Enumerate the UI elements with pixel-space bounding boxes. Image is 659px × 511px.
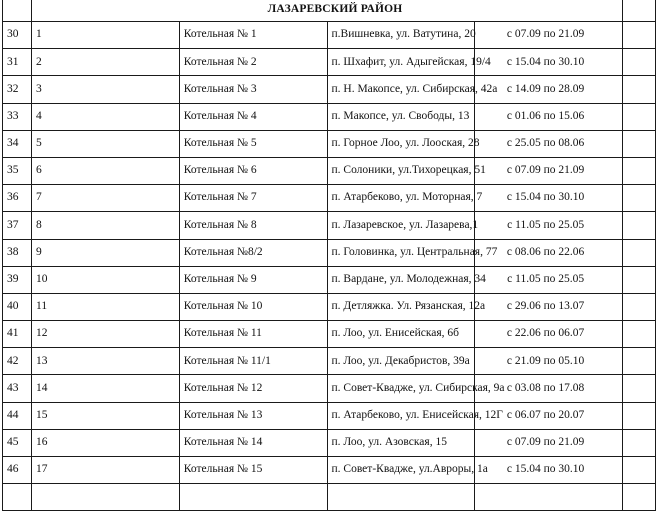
row-index [32,484,180,511]
shutdown-period-text: с 01.06 по 15.06 [506,109,585,122]
row-index: 16 [32,429,180,456]
boiler-name: Котельная № 11 [179,321,327,348]
boiler-name: Котельная № 3 [179,76,327,103]
boiler-name: Котельная № 6 [179,157,327,184]
row-index: 7 [32,185,180,212]
edge-cell [623,484,656,511]
row-index: 6 [32,157,180,184]
row-number: 38 [3,239,32,266]
shutdown-period-text: с 07.09 по 21.09 [506,164,585,177]
row-index: 1 [32,22,180,49]
table-body [3,0,656,511]
boiler-address: п. Детляжка. Ул. Рязанская, 12а [327,293,475,320]
section-title [32,0,623,22]
section-num-cell [3,0,32,22]
shutdown-period [475,266,623,293]
edge-cell [623,266,656,293]
row-index: 11 [32,293,180,320]
table-row [3,348,656,375]
row-number: 37 [3,212,32,239]
shutdown-period-text: с 22.06 по 06.07 [506,327,585,340]
table-row [3,457,656,484]
row-number: 39 [3,266,32,293]
row-number: 44 [3,402,32,429]
shutdown-period-text: с 15.04 по 30.10 [506,191,585,204]
section-header-row [3,0,656,22]
row-index: 5 [32,130,180,157]
boiler-address: п. Н. Макопсе, ул. Сибирская, 42а [327,76,475,103]
boiler-name: Котельная № 2 [179,49,327,76]
shutdown-period-text: с 15.04 по 30.10 [506,463,585,476]
table-row [3,49,656,76]
edge-cell [623,239,656,266]
shutdown-period-text: с 11.05 по 25.05 [507,218,585,231]
shutdown-period [475,457,623,484]
edge-cell [623,212,656,239]
row-number: 40 [3,293,32,320]
row-number: 31 [3,49,32,76]
edge-cell [623,49,656,76]
shutdown-period [475,157,623,184]
edge-cell [623,348,656,375]
shutdown-period-text: с 03.08 по 17.08 [506,381,585,394]
shutdown-period [475,293,623,320]
shutdown-period [475,212,623,239]
row-number: 32 [3,76,32,103]
row-number: 43 [3,375,32,402]
boiler-name: Котельная № 12 [179,375,327,402]
row-index: 17 [32,457,180,484]
table-row [3,375,656,402]
boiler-name: Котельная № 14 [179,429,327,456]
row-number: 30 [3,22,32,49]
row-index: 10 [32,266,180,293]
edge-cell [623,157,656,184]
boiler-address: п. Макопсе, ул. Свободы, 13 [327,103,475,130]
shutdown-period-text: с 07.09 по 21.09 [506,436,585,449]
edge-cell [623,76,656,103]
edge-cell [623,402,656,429]
row-number: 36 [3,185,32,212]
table-row [3,293,656,320]
table-row [3,266,656,293]
table-row [3,76,656,103]
boiler-address [327,484,475,511]
shutdown-period [475,321,623,348]
boiler-address: п. Лоо, ул. Енисейская, 6б [327,321,475,348]
shutdown-period-text: с 06.07 по 20.07 [506,408,585,421]
shutdown-period [475,22,623,49]
row-number: 46 [3,457,32,484]
boiler-name: Котельная № 9 [179,266,327,293]
shutdown-period [475,103,623,130]
boiler-name: Котельная № 5 [179,130,327,157]
shutdown-period [475,49,623,76]
row-number: 34 [3,130,32,157]
edge-cell [623,375,656,402]
shutdown-period-text: с 21.09 по 05.10 [506,354,585,367]
boiler-name: Котельная № 8 [179,212,327,239]
boiler-name: Котельная № 10 [179,293,327,320]
row-number: 45 [3,429,32,456]
boiler-address: п. Лоо, ул. Азовская, 15 [327,429,475,456]
table-row [3,484,656,511]
boiler-address: п. Атарбеково, ул. Енисейская, 12Г [327,402,475,429]
row-index: 15 [32,402,180,429]
edge-cell [623,130,656,157]
shutdown-period-text: с 08.06 по 22.06 [506,245,585,258]
row-number: 42 [3,348,32,375]
table-row [3,239,656,266]
boiler-address: п. Вардане, ул. Молодежная, 34 [327,266,475,293]
shutdown-period-text: с 11.05 по 25.05 [507,273,585,286]
boiler-address: п. Совет-Квадже, ул.Авроры, 1а [327,457,475,484]
boiler-name: Котельная №8/2 [179,239,327,266]
shutdown-period [475,130,623,157]
section-title-text: ЛАЗАРЕВСКИЙ РАЙОН [267,3,403,16]
edge-cell [623,22,656,49]
table-row [3,130,656,157]
boiler-address: п. Атарбеково, ул. Моторная, 7 [327,185,475,212]
row-index: 9 [32,239,180,266]
row-number: 41 [3,321,32,348]
boiler-address: п. Совет-Квадже, ул. Сибирская, 9а [327,375,475,402]
boiler-schedule-table [2,0,656,511]
row-index: 14 [32,375,180,402]
boiler-address: п. Солоники, ул.Тихорецкая, 51 [327,157,475,184]
row-index: 3 [32,76,180,103]
row-number: 35 [3,157,32,184]
boiler-address: п. Лоо, ул. Декабристов, 39а [327,348,475,375]
boiler-name [179,484,327,511]
table-row [3,212,656,239]
edge-cell [623,293,656,320]
table-row [3,402,656,429]
edge-cell [623,457,656,484]
row-index: 8 [32,212,180,239]
row-index: 4 [32,103,180,130]
edge-cell [623,429,656,456]
row-index: 12 [32,321,180,348]
boiler-name: Котельная № 4 [179,103,327,130]
row-index: 2 [32,49,180,76]
shutdown-period-text: с 07.09 по 21.09 [506,28,585,41]
table-row [3,22,656,49]
shutdown-period-text: с 25.05 по 08.06 [506,137,585,150]
boiler-address: п. Горное Лоо, ул. Лооская, 28 [327,130,475,157]
boiler-address: п. Шхафит, ул. Адыгейская, 19/4 [327,49,475,76]
table-row [3,157,656,184]
shutdown-period [475,484,623,511]
table-row [3,321,656,348]
row-number: 33 [3,103,32,130]
boiler-name: Котельная № 7 [179,185,327,212]
row-index: 13 [32,348,180,375]
shutdown-period-text: с 29.06 по 13.07 [506,300,585,313]
shutdown-period-text: с 15.04 по 30.10 [506,55,585,68]
boiler-name: Котельная № 13 [179,402,327,429]
edge-cell [623,103,656,130]
edge-cell [623,321,656,348]
boiler-address: п. Лазаревское, ул. Лазарева,1 [327,212,475,239]
edge-cell [623,185,656,212]
shutdown-period [475,185,623,212]
edge-cell [623,0,656,22]
shutdown-period [475,348,623,375]
table-row [3,103,656,130]
table-row [3,429,656,456]
table-row [3,185,656,212]
shutdown-period-text: с 14.09 по 28.09 [506,82,585,95]
row-number [3,484,32,511]
boiler-address: п.Вишневка, ул. Ватутина, 20 [327,22,475,49]
boiler-address: п. Головинка, ул. Центральная, 77 [327,239,475,266]
boiler-name: Котельная № 1 [179,22,327,49]
shutdown-period [475,429,623,456]
boiler-name: Котельная № 15 [179,457,327,484]
boiler-name: Котельная № 11/1 [179,348,327,375]
